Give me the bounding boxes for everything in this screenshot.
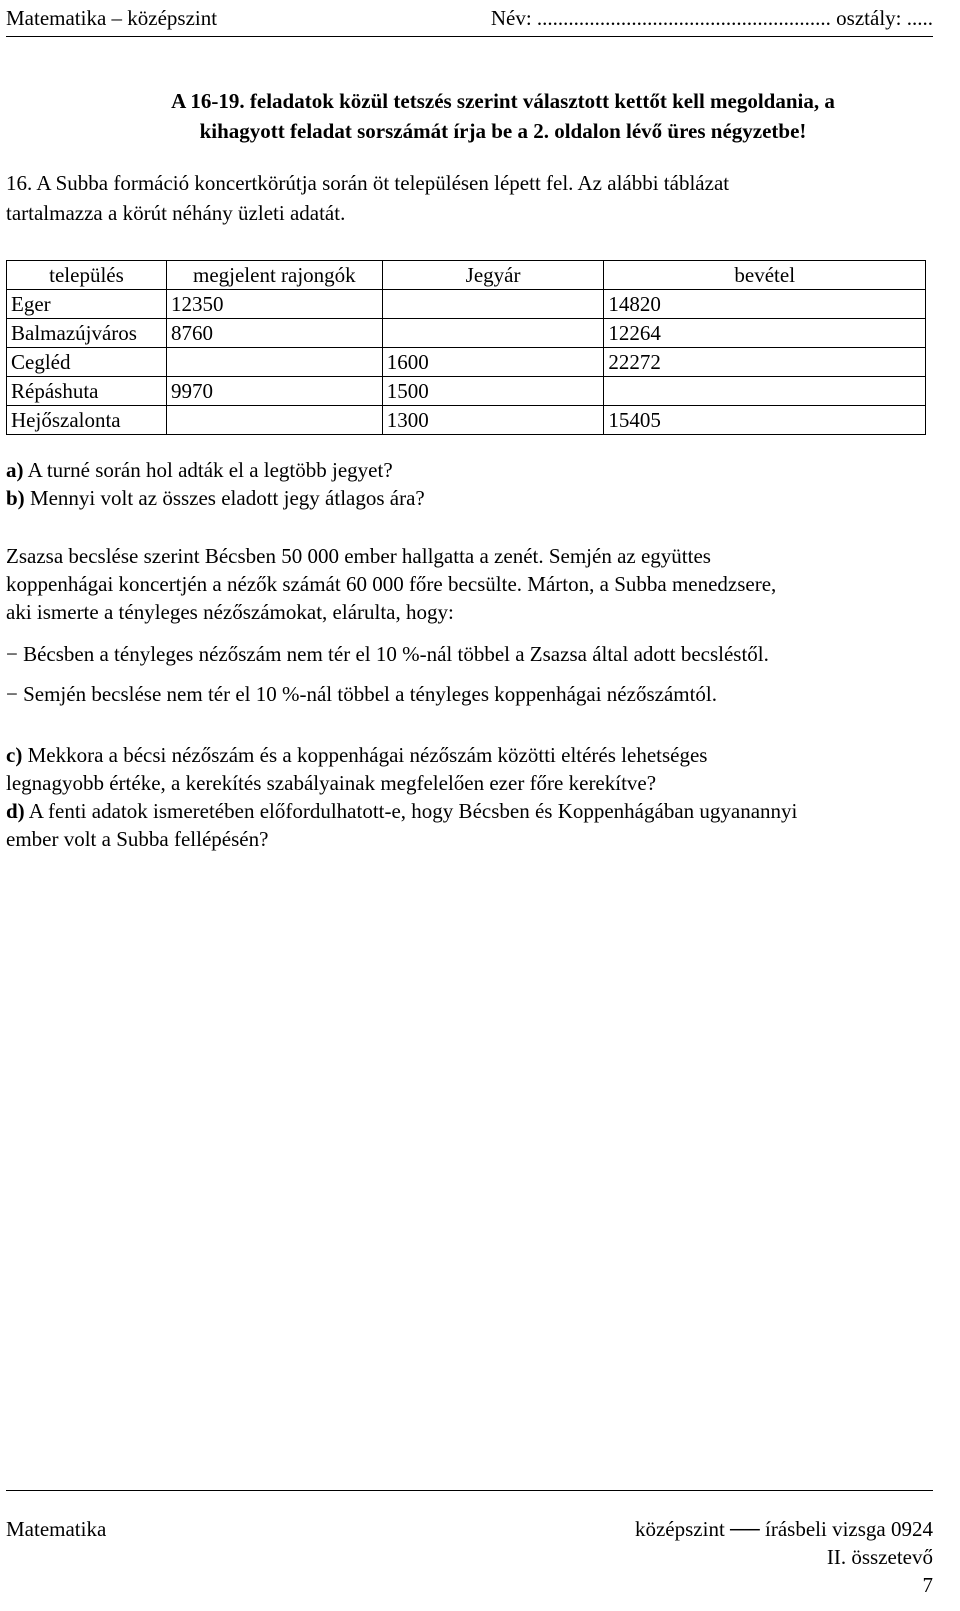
question-b-label: b) <box>6 486 25 510</box>
table-cell: Balmazújváros <box>7 319 167 348</box>
table-cell: 22272 <box>604 348 926 377</box>
instruction <box>86 86 920 146</box>
table-cell <box>166 406 382 435</box>
table-cell: 9970 <box>166 377 382 406</box>
scenario-line-3: aki ismerte a tényleges nézőszámokat, elárulta, hogy: <box>6 600 454 624</box>
question-c-label: c) <box>6 743 23 767</box>
question-d-line-1: A fenti adatok ismeretében előfordulhatott-e, hogy Bécsben és Koppenhágában ugyanannyi <box>24 799 798 823</box>
table-cell: 8760 <box>166 319 382 348</box>
table-cell: Eger <box>7 290 167 319</box>
question-b-text: Mennyi volt az összes eladott jegy átlagos ára? <box>24 486 425 510</box>
table-cell: Hejőszalonta <box>7 406 167 435</box>
footer-subject: Matematika <box>6 1517 107 1541</box>
question-d <box>6 797 940 853</box>
scenario-line-1: Zsazsa becslése szerint Bécsben 50 000 ember hallgatta a zenét. Semjén az együttes <box>6 544 711 568</box>
problem-intro <box>6 168 933 228</box>
question-d-line-2: ember volt a Subba fellépésén? <box>6 827 269 851</box>
table-header-cell: Jegyár <box>382 261 604 290</box>
page-number: 7 <box>922 1573 933 1597</box>
question-a-label: a) <box>6 458 24 482</box>
table-cell <box>382 290 604 319</box>
table-cell: 1500 <box>382 377 604 406</box>
table-cell: Cegléd <box>7 348 167 377</box>
instruction-line-1: A 16-19. feladatok közül tetszés szerint választott kettőt kell megoldania, a <box>171 89 835 113</box>
table-row <box>7 290 926 319</box>
question-d-label: d) <box>6 799 25 823</box>
table-cell: 1600 <box>382 348 604 377</box>
table-cell: 1300 <box>382 406 604 435</box>
table-header-cell: település <box>7 261 167 290</box>
table-cell: Répáshuta <box>7 377 167 406</box>
instruction-line-2: kihagyott feladat sorszámát írja be a 2. oldalon lévő üres négyzetbe! <box>199 119 807 143</box>
table-cell: 12350 <box>166 290 382 319</box>
question-b <box>6 484 940 512</box>
question-c-line-1: Mekkora a bécsi nézőszám és a koppenhágai nézőszám közötti eltérés lehetséges <box>22 743 708 767</box>
table-cell <box>166 348 382 377</box>
tour-data-table <box>6 260 926 435</box>
question-c-line-2: legnagyobb értéke, a kerekítés szabályainak megfelelően ezer főre kerekítve? <box>6 771 657 795</box>
footer-exam-info: középszint ── írásbeli vizsga 0924 <box>634 1517 933 1541</box>
table-row <box>7 319 926 348</box>
question-c <box>6 741 940 797</box>
table-row <box>7 406 926 435</box>
table-header-cell: megjelent rajongók <box>166 261 382 290</box>
table-cell <box>382 319 604 348</box>
page-header <box>6 0 933 37</box>
table-cell: 15405 <box>604 406 926 435</box>
table-cell: 14820 <box>604 290 926 319</box>
table-row <box>7 377 926 406</box>
header-subject: Matematika – középszint <box>6 5 218 30</box>
problem-intro-line-2: tartalmazza a körút néhány üzleti adatát. <box>6 201 346 225</box>
condition-bullet-1: − Bécsben a tényleges nézőszám nem tér el 10 %-nál többel a Zsazsa által adott becsléstől. <box>6 642 769 666</box>
question-a-text: A turné során hol adták el a legtöbb jegyet? <box>23 458 393 482</box>
table-header-cell: bevétel <box>604 261 926 290</box>
table-cell: 12264 <box>604 319 926 348</box>
header-name-class: Név: ........................................................ osztály: ..... <box>490 5 933 30</box>
question-a <box>6 456 940 484</box>
condition-bullet-2: − Semjén becslése nem tér el 10 %-nál többel a tényleges koppenhágai nézőszámtól. <box>6 682 718 706</box>
footer-component: II. összetevő <box>826 1545 933 1569</box>
scenario-paragraph <box>6 542 940 626</box>
page-footer <box>6 1490 933 1599</box>
scenario-line-2: koppenhágai koncertjén a nézők számát 60 000 főre becsülte. Márton, a Subba menedzsere, <box>6 572 777 596</box>
table-cell <box>604 377 926 406</box>
problem-intro-line-1: 16. A Subba formáció koncertkörútja során öt településen lépett fel. Az alábbi táblázat <box>6 171 730 195</box>
table-header-row <box>7 261 926 290</box>
table-row <box>7 348 926 377</box>
